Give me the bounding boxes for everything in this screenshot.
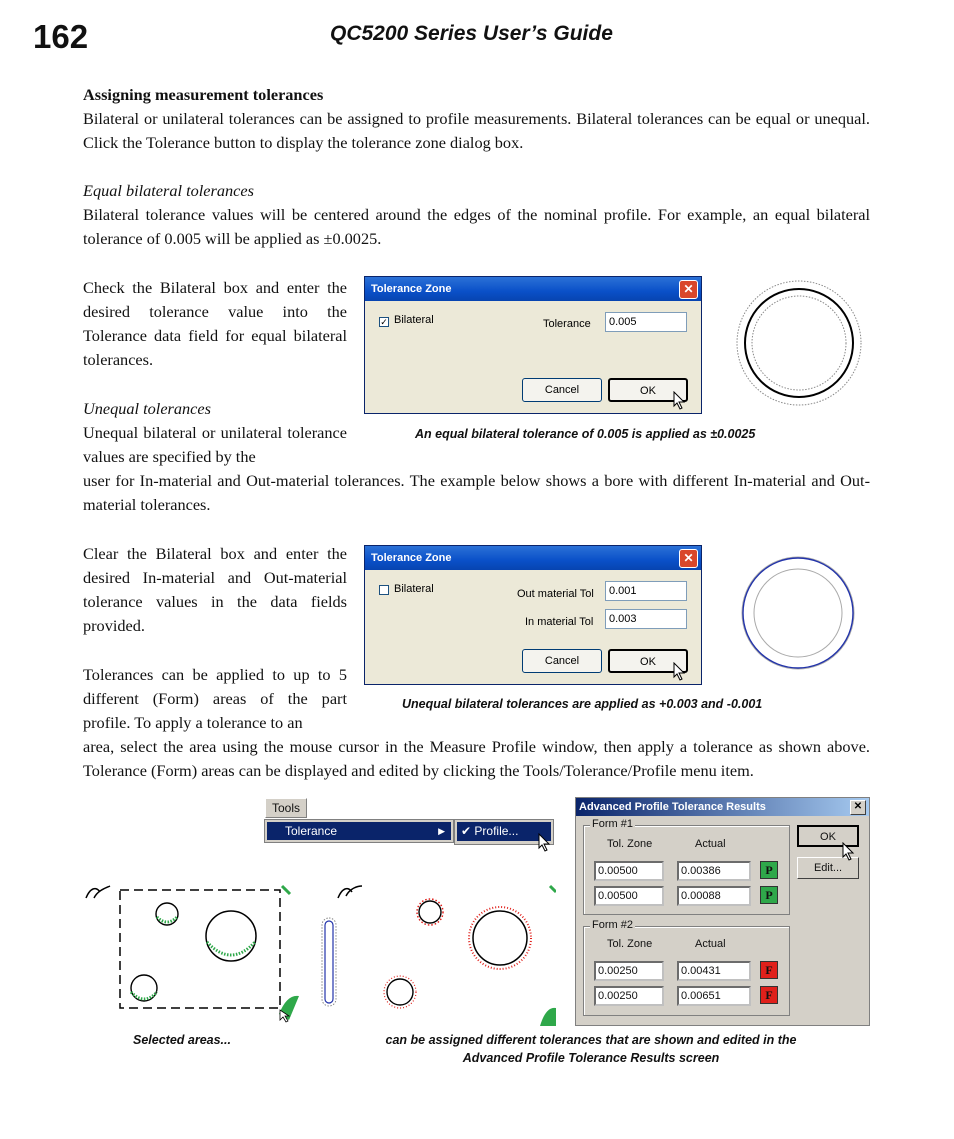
form-1-zone-field[interactable]: 0.00500 (594, 861, 664, 881)
cancel-button[interactable]: Cancel (522, 649, 602, 673)
cancel-button[interactable]: Cancel (522, 378, 602, 402)
col-header-tol-zone: Tol. Zone (607, 938, 653, 950)
menu-item-tolerance-label: Tolerance (285, 824, 338, 838)
advanced-profile-tolerance-results-dialog (575, 797, 870, 1026)
tolerance-input[interactable]: 0.005 (605, 312, 687, 332)
tolerance-label: Tolerance (543, 318, 591, 330)
pass-indicator: P (760, 886, 778, 904)
equal-paragraph: Bilateral tolerance values will be centered around the edges of the nominal profile. For example, an equal bilateral tolerance of 0.005 will be applied as ±0.0025. (83, 205, 870, 248)
assigned-tolerances-profile-image (312, 884, 556, 1026)
unequal-paragraph-part1: Unequal bilateral or unilateral tolerance values are specified by the (83, 423, 347, 466)
section-heading: Assigning measurement tolerances (83, 85, 324, 104)
col-header-tol-zone: Tol. Zone (607, 838, 653, 850)
form-1-actual-field: 0.00386 (677, 861, 751, 881)
page-number: 162 (33, 18, 89, 55)
figure-caption-equal: An equal bilateral tolerance of 0.005 is applied as ±0.0025 (415, 427, 756, 441)
bilateral-label: Bilateral (394, 583, 434, 595)
intro-paragraph: Bilateral or unilateral tolerances can be assigned to profile measurements. Bilateral tolerances can be equal or unequal. Click the Tolerance button to display the tolerance zone dialog box. (83, 109, 870, 152)
form-1-zone-field[interactable]: 0.00500 (594, 886, 664, 906)
ok-button[interactable]: OK (797, 825, 859, 847)
caption-selected-areas: Selected areas... (133, 1033, 231, 1047)
tools-menu-button[interactable]: Tools (265, 798, 307, 818)
form-2-zone-field[interactable]: 0.00250 (594, 961, 664, 981)
menu-item-tolerance[interactable] (267, 822, 451, 840)
form-2-label: Form #2 (592, 919, 633, 931)
tools-dropdown (264, 819, 454, 843)
selected-areas-profile-image (84, 884, 304, 1026)
form-2-actual-field: 0.00651 (677, 986, 751, 1006)
form-1-label: Form #1 (592, 818, 633, 830)
unequal-instructions: Clear the Bilateral box and enter the desired In-material and Out-material tolerance values in the data fields provided. (83, 544, 347, 635)
in-material-input[interactable]: 0.003 (605, 609, 687, 629)
out-material-input[interactable]: 0.001 (605, 581, 687, 601)
dialog-title: Advanced Profile Tolerance Results (579, 801, 766, 813)
submenu-arrow-icon: ▶ (438, 826, 445, 836)
col-header-actual: Actual (695, 938, 726, 950)
check-icon: ✔ (461, 824, 475, 838)
mouse-cursor-icon (842, 842, 856, 862)
ok-button[interactable]: OK (608, 649, 688, 673)
form-1-actual-field: 0.00088 (677, 886, 751, 906)
figure-caption-unequal: Unequal bilateral tolerances are applied as +0.003 and -0.001 (402, 697, 763, 711)
running-title: QC5200 Series User’s Guide (330, 22, 613, 45)
caption-assigned-line1: can be assigned different tolerances that are shown and edited in the (385, 1033, 797, 1047)
tolerance-zone-dialog-unequal (364, 545, 702, 685)
fail-indicator: F (760, 961, 778, 979)
close-icon[interactable]: ✕ (679, 280, 698, 299)
dialog-title: Tolerance Zone (371, 283, 452, 295)
unequal-tolerance-circle-illustration (734, 551, 862, 679)
menu-item-profile-label: Profile... (474, 824, 519, 838)
fail-indicator: F (760, 986, 778, 1004)
mouse-cursor-icon (673, 391, 687, 411)
unequal-heading: Unequal tolerances (83, 399, 211, 418)
tools-menu (262, 797, 554, 857)
close-icon[interactable]: ✕ (850, 800, 866, 815)
bilateral-label: Bilateral (394, 314, 434, 326)
mouse-cursor-icon (673, 662, 687, 682)
dialog-title-bar (365, 277, 701, 301)
equal-instructions: Check the Bilateral box and enter the desired tolerance value into the Tolerance data field for equal bilateral tolerances. (83, 278, 347, 369)
dialog-title: Tolerance Zone (371, 552, 452, 564)
bilateral-checkbox[interactable] (379, 585, 389, 595)
ok-button[interactable]: OK (608, 378, 688, 402)
close-icon[interactable]: ✕ (679, 549, 698, 568)
form-2-zone-field[interactable]: 0.00250 (594, 986, 664, 1006)
edit-button[interactable]: Edit... (797, 857, 859, 879)
bilateral-checkbox[interactable]: ✓ (380, 317, 388, 327)
equal-heading: Equal bilateral tolerances (83, 181, 254, 200)
caption-assigned-line2: Advanced Profile Tolerance Results screen (462, 1051, 720, 1065)
in-material-label: In material Tol (525, 616, 594, 628)
dialog-title-bar (576, 798, 869, 816)
tolerance-zone-dialog-equal (364, 276, 702, 414)
dialog-title-bar (365, 546, 701, 570)
form-paragraph-part2: area, select the area using the mouse cursor in the Measure Profile window, then apply a tolerance as shown above. Tolerance (Form) areas can be displayed and edited by clicking the Tools/Tolerance/Profile menu item. (83, 737, 870, 780)
menu-item-profile[interactable] (457, 822, 551, 841)
form-paragraph-part1: Tolerances can be applied to up to 5 different (Form) areas of the part profile. To apply a tolerance to an (83, 665, 347, 732)
unequal-paragraph-part2: user for In-material and Out-material tolerances. The example below shows a bore with different In-material and Out-material tolerances. (83, 471, 870, 514)
equal-tolerance-circle-illustration (728, 272, 870, 414)
mouse-cursor-icon (538, 833, 552, 853)
form-2-actual-field: 0.00431 (677, 961, 751, 981)
col-header-actual: Actual (695, 838, 726, 850)
out-material-label: Out material Tol (517, 588, 594, 600)
pass-indicator: P (760, 861, 778, 879)
